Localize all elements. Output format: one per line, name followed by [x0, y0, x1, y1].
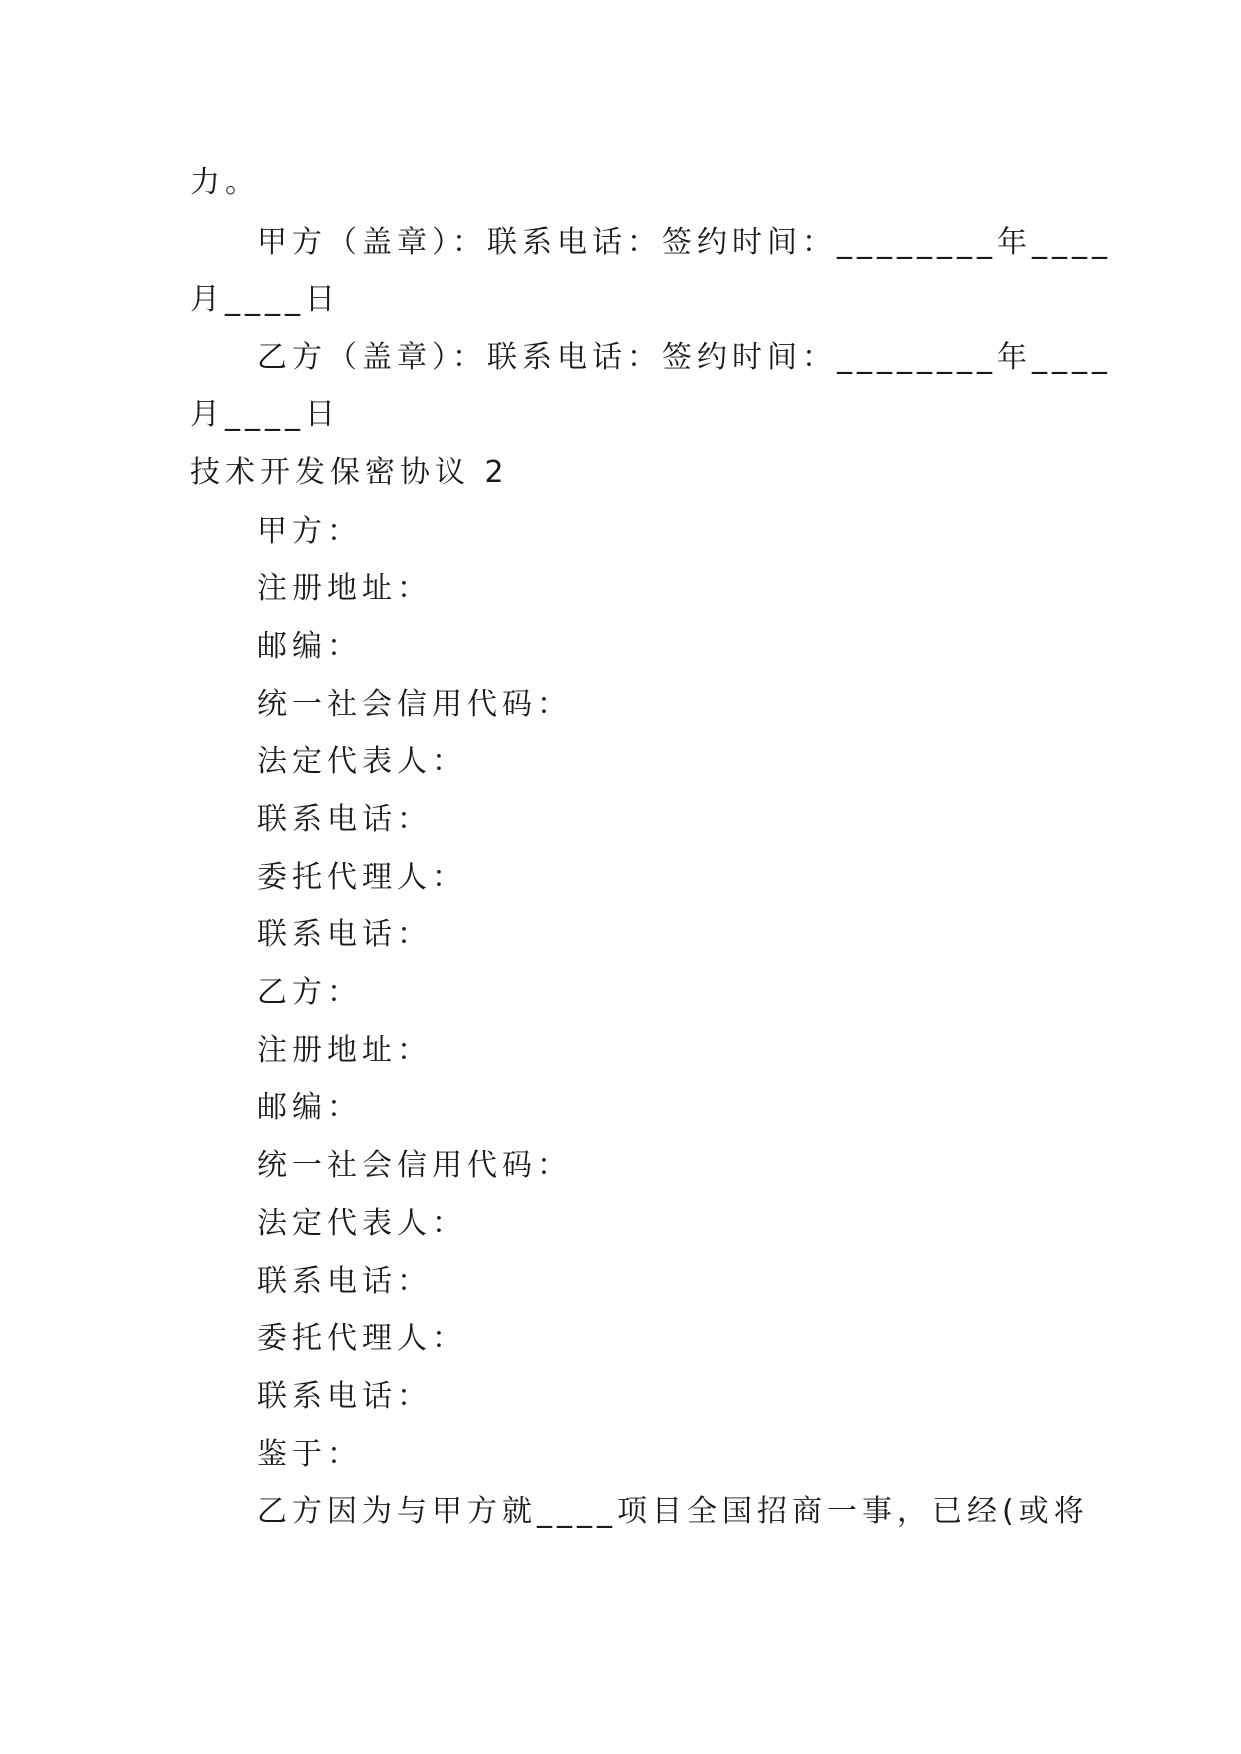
party-a-phone: 联系电话：	[257, 802, 432, 837]
paragraph-continuation: 力。	[190, 165, 260, 200]
party-a-label: 甲方：	[257, 514, 362, 549]
party-a-agent-phone: 联系电话：	[257, 917, 432, 952]
party-a-agent: 委托代理人：	[257, 860, 467, 895]
party-b-phone: 联系电话：	[257, 1264, 432, 1299]
party-a-legal-rep: 法定代表人：	[257, 744, 467, 779]
party-b-signature-line: 乙方（盖章）：联系电话：签约时间：________年____	[257, 340, 1112, 375]
party-a-credit-code: 统一社会信用代码：	[257, 687, 572, 722]
whereas-label: 鉴于：	[257, 1437, 362, 1472]
party-a-postcode: 邮编：	[257, 629, 362, 664]
party-a-address: 注册地址：	[257, 571, 432, 606]
party-b-agent: 委托代理人：	[257, 1321, 467, 1356]
party-a-signature-date: 月____日	[190, 282, 340, 317]
section-title: 技术开发保密协议 2	[190, 455, 509, 490]
party-a-signature-line: 甲方（盖章）：联系电话：签约时间：________年____	[257, 225, 1112, 260]
party-b-postcode: 邮编：	[257, 1090, 362, 1125]
party-b-agent-phone: 联系电话：	[257, 1379, 432, 1414]
party-b-signature-date: 月____日	[190, 397, 340, 432]
party-b-credit-code: 统一社会信用代码：	[257, 1148, 572, 1183]
whereas-paragraph-start: 乙方因为与甲方就____项目全国招商一事，已经(或将	[257, 1494, 1089, 1529]
party-b-address: 注册地址：	[257, 1033, 432, 1068]
party-b-legal-rep: 法定代表人：	[257, 1206, 467, 1241]
party-b-label: 乙方：	[257, 975, 362, 1010]
